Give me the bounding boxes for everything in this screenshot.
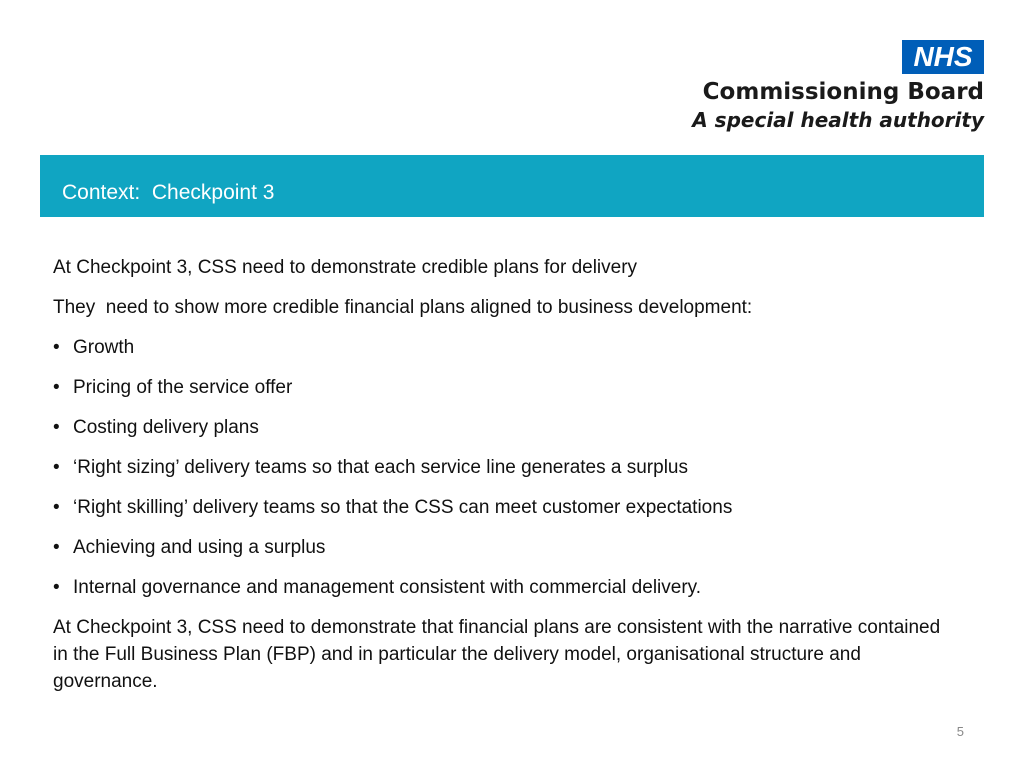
- list-item-text: ‘Right sizing’ delivery teams so that each service line generates a surplus: [73, 457, 688, 478]
- list-item: [53, 374, 953, 401]
- list-item-text: Costing delivery plans: [73, 417, 259, 438]
- list-item: [53, 414, 953, 441]
- bullet-dot-icon: •: [53, 377, 60, 398]
- bullet-dot-icon: •: [53, 497, 60, 518]
- list-item: [53, 534, 953, 561]
- list-item-text: Pricing of the service offer: [73, 377, 293, 398]
- slide-title: Context: Checkpoint 3: [62, 181, 275, 204]
- slide-body: [53, 254, 953, 695]
- closing-paragraph: At Checkpoint 3, CSS need to demonstrate that financial plans are consistent with the narrative contained in the Full Business Plan (FBP) and in particular the delivery model, organisational structure and governance.: [53, 617, 946, 692]
- nhs-logo-mark: NHS: [902, 40, 984, 74]
- title-banner: [40, 155, 984, 217]
- logo-organisation-name: Commissioning Board: [702, 79, 984, 105]
- list-item-text: Internal governance and management consistent with commercial delivery.: [73, 577, 702, 598]
- logo-subtitle: A special health authority: [692, 108, 984, 132]
- page-number: 5: [956, 724, 964, 739]
- list-item-text: Growth: [73, 337, 135, 358]
- bullet-dot-icon: •: [53, 577, 60, 598]
- list-item: [53, 334, 953, 361]
- bullet-dot-icon: •: [53, 537, 60, 558]
- lead-paragraph: They need to show more credible financial plans aligned to business development:: [53, 297, 753, 318]
- list-item-text: ‘Right skilling’ delivery teams so that the CSS can meet customer expectations: [73, 497, 733, 518]
- list-item-text: Achieving and using a surplus: [73, 537, 326, 558]
- intro-paragraph: At Checkpoint 3, CSS need to demonstrate credible plans for delivery: [53, 257, 638, 278]
- nhs-logo: [684, 40, 984, 135]
- bullet-dot-icon: •: [53, 337, 60, 358]
- list-item: [53, 454, 953, 481]
- bullet-list: [53, 334, 953, 601]
- bullet-dot-icon: •: [53, 457, 60, 478]
- list-item: [53, 574, 953, 601]
- list-item: [53, 494, 953, 521]
- bullet-dot-icon: •: [53, 417, 60, 438]
